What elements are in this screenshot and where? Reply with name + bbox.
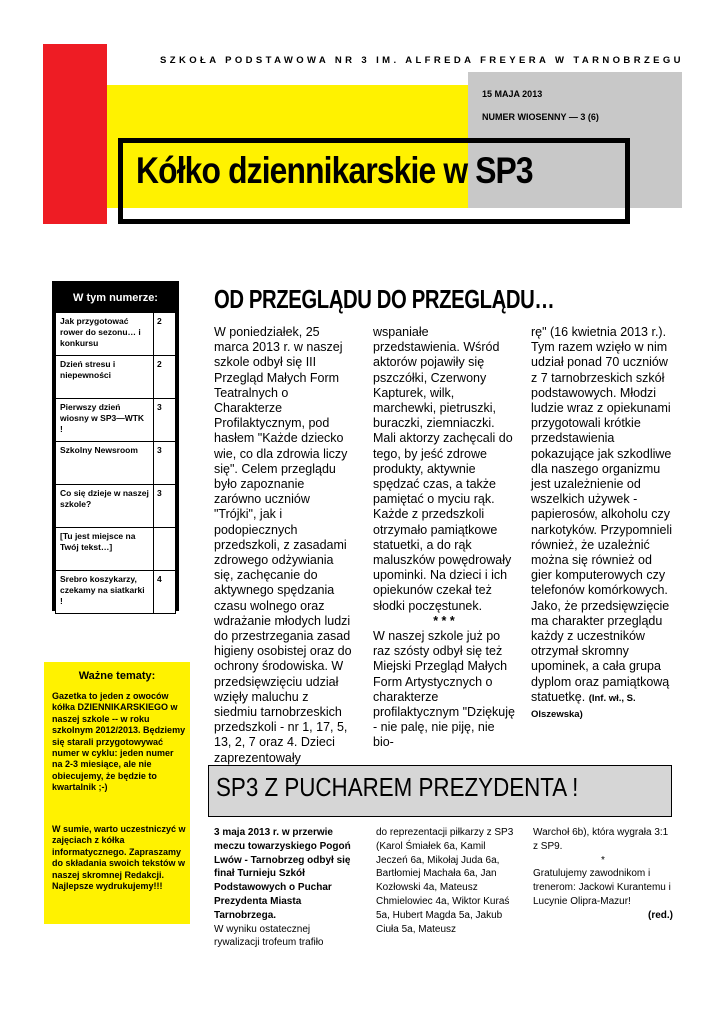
article2-lead: 3 maja 2013 r. w przerwie meczu towarzyskiego Pogoń Lwów - Tarnobrzeg odbył się finał Turnieju Szkół Podstawowych o Puchar Prezydenta Miasta Tarnobrzega. (214, 827, 351, 921)
toc-row[interactable] (56, 313, 176, 356)
article-column-2 (373, 325, 515, 751)
newsletter-title: Kółko dziennikarskie w SP3 (136, 150, 533, 191)
school-name: SZKOŁA PODSTAWOWA NR 3 IM. ALFREDA FREYERA W TARNOBRZEGU (160, 55, 684, 66)
toc-item-page: 4 (154, 571, 176, 614)
toc-item-label: Jak przygotować rower do sezonu… i konkursu (56, 313, 154, 356)
issue-number: NUMER WIOSENNY — 3 (6) (482, 112, 599, 122)
article-text: rę" (16 kwietnia 2013 r.). Tym razem wzięło w nim udział ponad 70 uczniów z 7 tarnobrzeskich szkół podstawowych. Młodzi ludzie wraz z opiekunami przygotowali krótkie przedstawienia pokazujące jak szkodliwe dla naszego organizmu jest uzależnienie od wszelkich używek - papierosów, alkoholu czy narkotyków. Przypomnieli również, że uzależnić można się również od gier komputerowych czy telefonów komórkowych. Jako, że przedsięwzięcie ma charakter przeglądu każdy z uczestników otrzymał skromny upominek, a cała grupa dyplom oraz pamiątkową statuetkę. (531, 325, 673, 704)
toc-row[interactable] (56, 485, 176, 528)
article2-text: W wyniku ostatecznej rywalizacji trofeum trafiło (214, 923, 324, 949)
important-topics-text: Gazetka to jeden z owoców kółka DZIENNIKARSKIEGO w naszej szkole -- w roku szkolnym 2012/2013. Będziemy się starali przygotowywać numer w cyklu: jeden numer na 2-3 miesiące, ale nie obiecujemy, że będzie to kwartalnik ;-) (52, 691, 186, 793)
section-separator: * * * (433, 613, 455, 628)
article2-text: Gratulujemy zawodnikom i trenerom: Jackowi Kurantemu i Lucynie Olipra-Mazur! (533, 868, 671, 907)
toc-item-label: Dzień stresu i niepewności (56, 356, 154, 399)
toc-item-label: [Tu jest miejsce na Twój tekst…] (56, 528, 154, 571)
toc-row[interactable] (56, 399, 176, 442)
article2-headline: SP3 Z PUCHAREM PREZYDENTA ! (216, 772, 579, 802)
toc-row[interactable] (56, 442, 176, 485)
article-text: W poniedziałek, 25 marca 2013 r. w naszej szkole odbył się III Przegląd Małych Form Teatralnych o Charakterze Profilaktycznym, pod hasłem "Każde dziecko wie, co dla zdrowia liczy się". Celem przeglądu było zapoznanie zarówno uczniów "Trójki", jak i podopiecznych przedszkoli, z zasadami zdrowego odżywiania się, zachęcanie do aktywnego spędzania czasu wolnego oraz wdrażanie młodych ludzi do przestrzegania zasad higieny osobistej oraz do ochrony środowiska. W przedsięwzięciu udział wzięły maluchu z siedmiu tarnobrzeskich przedszkoli - nr 1, 17, 5, 13, 2, 7 oraz 4. Dzieci zaprezentowały (214, 325, 352, 765)
toc-item-label: Srebro koszykarzy, czekamy na siatkarki ! (56, 571, 154, 614)
issue-date: 15 MAJA 2013 (482, 89, 543, 99)
important-topics-title: Ważne tematy: (78, 670, 156, 682)
article-column-3 (531, 325, 673, 722)
article2-column-3 (533, 826, 673, 923)
article-text: wspaniałe przedstawienia. Wśród aktorów pojawiły się pszczółki, Czerwony Kapturek, wilk, marchewki, pietruszki, buraczki, ziemniaczki. Mali aktorzy zachęcali do tego, by jeść zdrowe produkty, aktywnie spędzać czas, a także pamiętać o myciu rąk. Każde z przedszkoli otrzymało pamiątkowe statuetki, a do rąk maluszków powędrowały upominki. Na dzieci i ich opiekunów czekał też słodki poczęstunek. (373, 325, 513, 613)
toc-item-label: Pierwszy dzień wiosny w SP3—WTK ! (56, 399, 154, 442)
important-topics-box (44, 662, 190, 924)
toc-item-page: 3 (154, 485, 176, 528)
toc-item-label: Co się dzieje w naszej szkole? (56, 485, 154, 528)
article-signature: (Inf. wł., S. Olszewska) (531, 692, 636, 721)
header-red-block (43, 44, 107, 224)
article2-signature: (red.) (648, 909, 673, 921)
article2-text: do reprezentacji piłkarzy z SP3 (Karol Śmiałek 6a, Kamil Jeczeń 6a, Mikołaj Juda 6a, Bartłomiej Machała 6a, Jan Kozłowski 4a, Mateusz Chmielowiec 4a, Wiktor Kuraś 5a, Hubert Magda 5a, Jakub Ciuła 5a, Mateusz (376, 827, 514, 935)
toc-title: W tym numerze: (73, 292, 158, 304)
toc-item-page: 2 (154, 313, 176, 356)
toc-row[interactable] (56, 571, 176, 614)
article2-column-1 (214, 826, 354, 950)
toc-item-page: 3 (154, 442, 176, 485)
section-separator: * (601, 854, 605, 866)
important-topics-invitation: W sumie, warto uczestniczyć w zajęciach z kółka informatycznego. Zapraszamy do składania swoich tekstów w naszej skromnej Redakcji. Najlepsze wydrukujemy!!! (52, 824, 186, 892)
table-of-contents (52, 281, 179, 611)
article2-column-2 (376, 826, 514, 936)
toc-item-page: 3 (154, 399, 176, 442)
toc-row[interactable] (56, 356, 176, 399)
toc-table (55, 312, 176, 614)
toc-row[interactable] (56, 528, 176, 571)
article2-text: Warchoł 6b), która wygrała 3:1 z SP9. (533, 827, 669, 852)
article-text: W naszej szkole już po raz szósty odbył się też Miejski Przegląd Małych Form Artystycznych o charakterze profilaktycznym "Dziękuję - nie palę, nie piję, nie bio- (373, 629, 515, 750)
article-headline: OD PRZEGLĄDU DO PRZEGLĄDU… (214, 284, 555, 314)
toc-item-page: 2 (154, 356, 176, 399)
toc-item-page (154, 528, 176, 571)
article-column-1 (214, 325, 354, 766)
toc-item-label: Szkolny Newsroom (56, 442, 154, 485)
